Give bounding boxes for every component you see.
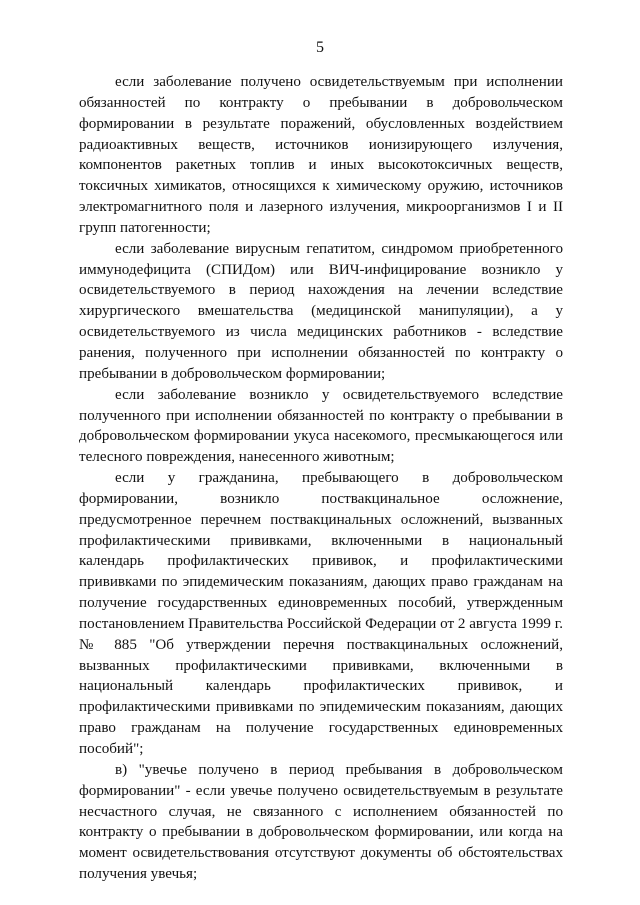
paragraph-post-vaccination: если у гражданина, пребывающего в добровольческом формировании, возникло поствакцинальное осложнение, предусмотренное перечнем поствакцинальных осложнений, вызванных профилактическими прививками, включенными в национальный календарь профилактических прививок, и профилактическими прививками по эпидемическим показаниям, дающих право гражданам на получение государственных единовременных пособий, утвержденным постановлением Правительства Российской Федерации от 2 августа 1999 г. № 885 "Об утверждении перечня поствакцинальных осложнений, вызванных профилактическими прививками, включенными в национальный календарь профилактических прививок, и профилактическими прививками по эпидемическим показаниям, дающих право гражданам на получение государственных единовременных пособий"; bbox=[79, 470, 563, 757]
paragraph-hepatitis-hiv: если заболевание вирусным гепатитом, синдромом приобретенного иммунодефицита (СПИДом) или ВИЧ-инфицирование возникло у освидетельствуемого в период нахождения на лечении вследствие хирургического вмешательства (медицинской манипуляции), а у освидетельствуемого из числа медицинских работников - вследствие ранения, полученного при исполнении обязанностей по контракту о пребывании в добровольческом формировании; bbox=[79, 240, 563, 382]
document-body bbox=[79, 72, 563, 885]
paragraph-insect-animal-injury: если заболевание возникло у освидетельствуемого вследствие полученного при исполнении обязанностей по контракту о пребывании в добровольческом формировании укуса насекомого, пресмыкающегося или телесного повреждения, нанесенного животным; bbox=[79, 386, 563, 466]
page-number: 5 bbox=[316, 39, 324, 56]
paragraph-injury-definition: в) "увечье получено в период пребывания в добровольческом формировании" - если увечье получено освидетельствуемым в результате несчастного случая, не связанного с исполнением обязанностей по контракту о пребывании в добровольческом формировании, или когда на момент освидетельствования отсутствуют документы об обстоятельствах получения увечья; bbox=[79, 761, 563, 883]
paragraph-radiation-disease: если заболевание получено освидетельствуемым при исполнении обязанностей по контракту о пребывании в добровольческом формировании в результате поражений, обусловленных воздействием радиоактивных веществ, источников ионизирующего излучения, компонентов ракетных топлив и иных высокотоксичных веществ, токсичных химикатов, относящихся к химическому оружию, источников электромагнитного поля и лазерного излучения, микроорганизмов I и II групп патогенности; bbox=[79, 74, 563, 236]
